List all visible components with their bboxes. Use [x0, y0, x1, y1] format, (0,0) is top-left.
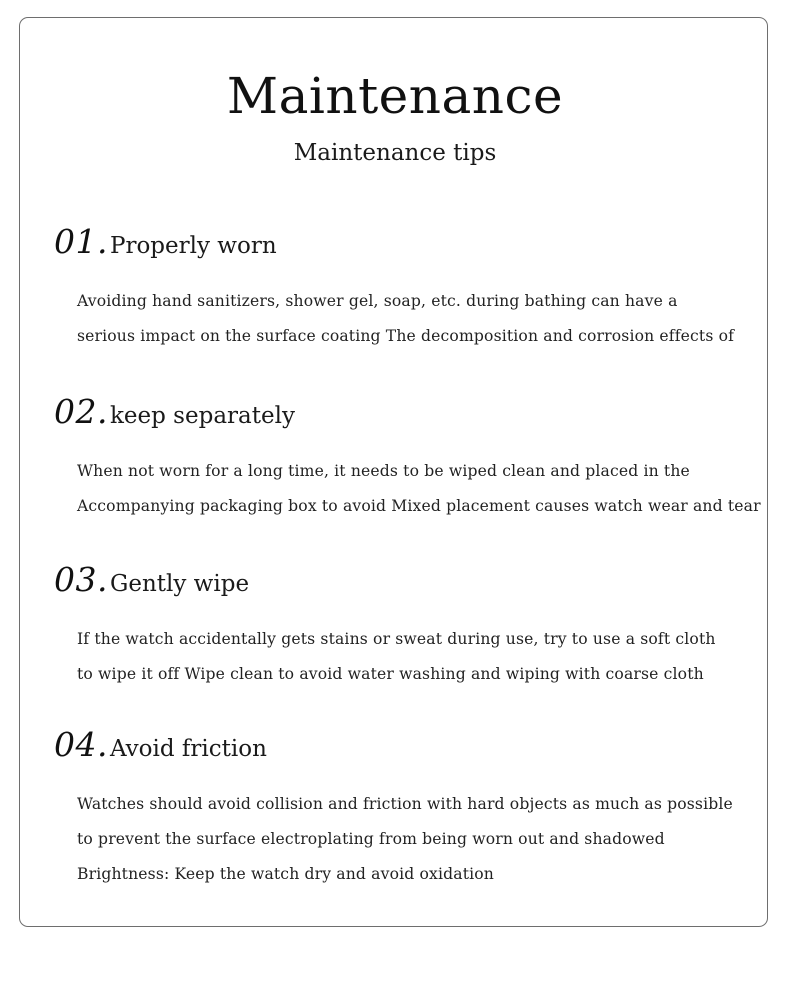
body-line: serious impact on the surface coating The decomposition and corrosion effects of — [77, 327, 735, 345]
section-title: Properly worn — [109, 233, 277, 259]
section-heading — [54, 560, 770, 600]
body-line: to wipe it off Wipe clean to avoid water washing and wiping with coarse cloth — [77, 665, 704, 683]
body-line: Watches should avoid collision and friction with hard objects as much as possible — [77, 795, 733, 813]
section-title: keep separately — [109, 403, 295, 429]
tip-section-avoid-friction — [54, 725, 770, 892]
section-number: 02. — [54, 392, 108, 431]
section-heading — [54, 725, 770, 765]
section-body — [54, 284, 770, 354]
page-title: Maintenance — [226, 67, 564, 125]
body-line: to prevent the surface electroplating from being worn out and shadowed — [77, 830, 665, 848]
page-subtitle: Maintenance tips — [293, 140, 497, 166]
tip-section-properly-worn — [54, 222, 770, 354]
section-body — [54, 622, 770, 692]
tip-section-keep-separately — [54, 392, 770, 524]
section-number: 04. — [54, 725, 108, 764]
section-title: Avoid friction — [109, 736, 267, 762]
tip-section-gently-wipe — [54, 560, 770, 692]
section-title: Gently wipe — [109, 571, 250, 597]
section-number: 03. — [54, 560, 108, 599]
body-line: Accompanying packaging box to avoid Mixed placement causes watch wear and tear — [77, 497, 761, 515]
section-heading — [54, 222, 770, 262]
section-heading — [54, 392, 770, 432]
body-line: When not worn for a long time, it needs to be wiped clean and placed in the — [77, 462, 690, 480]
body-line: If the watch accidentally gets stains or sweat during use, try to use a soft cloth — [77, 630, 716, 648]
body-line: Brightness: Keep the watch dry and avoid oxidation — [77, 865, 494, 883]
body-line: Avoiding hand sanitizers, shower gel, soap, etc. during bathing can have a — [77, 292, 678, 310]
section-body — [54, 454, 770, 524]
section-number: 01. — [54, 222, 108, 261]
section-body — [54, 787, 770, 892]
